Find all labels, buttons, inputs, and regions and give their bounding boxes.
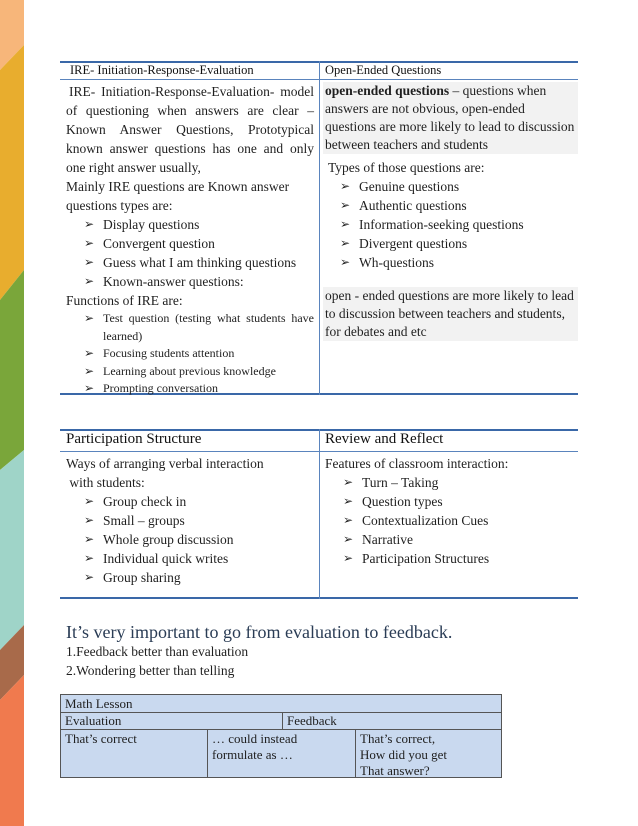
arrow-bullet-icon: ➢: [340, 217, 351, 231]
arrow-bullet-icon: ➢: [84, 217, 95, 231]
arrow-bullet-icon: ➢: [84, 570, 95, 584]
ire-header: IRE- Initiation-Response-Evaluation: [70, 63, 254, 77]
ire-functions-title: Functions of IRE are:: [66, 293, 183, 308]
arrow-bullet-icon: ➢: [84, 381, 95, 395]
feedback-header: Feedback: [287, 713, 337, 728]
list-item: ➢ Divergent questions: [340, 236, 468, 251]
participation-header: Participation Structure: [66, 431, 202, 447]
list-item: ➢ Learning about previous knowledge: [66, 363, 314, 381]
arrow-bullet-icon: ➢: [340, 236, 351, 250]
arrow-bullet-icon: ➢: [84, 551, 95, 565]
arrow-bullet-icon: ➢: [340, 198, 351, 212]
feedback-cell: That’s correct, How did you get That answer?: [360, 731, 448, 778]
list-item: ➢ Question types: [343, 494, 443, 509]
arrow-bullet-icon: ➢: [84, 532, 95, 546]
review-reflect-list: [325, 473, 575, 568]
list-item: ➢ Display questions: [84, 217, 200, 232]
rephrase-cell: … could instead formulate as …: [212, 731, 298, 762]
list-item: ➢ Small – groups: [84, 513, 185, 528]
review-reflect-intro: Features of classroom interaction:: [325, 456, 509, 471]
list-item: ➢ Focusing students attention: [66, 345, 314, 363]
arrow-bullet-icon: ➢: [84, 363, 95, 378]
list-item: ➢ Individual quick writes: [84, 551, 229, 566]
arrow-bullet-icon: ➢: [84, 311, 95, 325]
list-item: ➢ Information-seeking questions: [340, 217, 524, 232]
open-ended-types-list: [328, 177, 574, 272]
math-lesson-table: [60, 694, 502, 778]
arrow-bullet-icon: ➢: [84, 255, 95, 269]
arrow-bullet-icon: ➢: [343, 551, 354, 565]
arrow-bullet-icon: ➢: [84, 513, 95, 527]
open-ended-header: Open-Ended Questions: [325, 63, 442, 77]
list-item: ➢ Genuine questions: [340, 179, 460, 194]
ire-intro: IRE- Initiation-Response-Evaluation- model of questioning when answers are clear – Known Answer Questions, Prototypical known answer questions has one and only one right answer usually,: [66, 84, 314, 175]
participation-column: [66, 454, 316, 587]
list-item: ➢ Group check in: [84, 494, 187, 509]
participation-list: [66, 492, 316, 587]
open-ended-types: [328, 158, 574, 272]
list-item: ➢ Turn – Taking: [343, 475, 439, 490]
list-item: ➢ Narrative: [343, 532, 413, 547]
arrow-bullet-icon: ➢: [84, 494, 95, 508]
list-item: ➢ Wh-questions: [340, 255, 434, 270]
decorative-color-stripe: [0, 0, 24, 826]
ire-functions-list: [66, 310, 314, 398]
list-item: ➢ Test question (testing what students have learned): [84, 311, 314, 343]
list-item: ➢ Contextualization Cues: [343, 513, 489, 528]
list-item: ➢ Prompting conversation: [66, 380, 314, 398]
arrow-bullet-icon: ➢: [340, 179, 351, 193]
math-lesson-title: Math Lesson: [65, 696, 133, 711]
list-item: ➢ Convergent question: [84, 236, 215, 251]
ire-open-ended-table: [60, 61, 578, 395]
ire-types-intro: Mainly IRE questions are Known answer questions types are:: [66, 179, 290, 213]
arrow-bullet-icon: ➢: [343, 475, 354, 489]
open-ended-definition: [323, 82, 578, 154]
evaluation-cell: That’s correct: [65, 731, 137, 746]
arrow-bullet-icon: ➢: [343, 494, 354, 508]
arrow-bullet-icon: ➢: [84, 274, 95, 288]
feedback-line-2: 2.Wondering better than telling: [66, 663, 235, 678]
participation-intro-2: with students:: [66, 475, 145, 490]
arrow-bullet-icon: ➢: [84, 236, 95, 250]
feedback-heading: It’s very important to go from evaluation to feedback.: [66, 622, 453, 642]
ire-types-list: [66, 215, 314, 291]
review-reflect-column: [325, 454, 575, 568]
open-ended-term: open-ended questions: [325, 83, 450, 98]
list-item: ➢ Participation Structures: [343, 551, 490, 566]
arrow-bullet-icon: ➢: [343, 532, 354, 546]
list-item: ➢ Guess what I am thinking questions: [84, 255, 297, 270]
list-item: ➢ Known-answer questions:: [84, 274, 244, 289]
arrow-bullet-icon: ➢: [340, 255, 351, 269]
participation-intro: Ways of arranging verbal interaction: [66, 456, 264, 471]
feedback-line-1: 1.Feedback better than evaluation: [66, 644, 249, 659]
open-ended-types-title: Types of those questions are:: [328, 160, 485, 175]
list-item: ➢ Authentic questions: [340, 198, 467, 213]
arrow-bullet-icon: ➢: [84, 346, 95, 360]
participation-review-table: [60, 429, 578, 599]
ire-column: [66, 82, 314, 398]
open-ended-definition-text: – questions when answers are not obvious, open-ended questions are more likely to lead to discussion between teachers and students: [325, 83, 575, 152]
review-reflect-header: Review and Reflect: [325, 431, 444, 447]
arrow-bullet-icon: ➢: [343, 513, 354, 527]
open-ended-note: open - ended questions are more likely to lead to discussion between teachers and students, for debates and etc: [323, 287, 578, 341]
evaluation-header: Evaluation: [65, 713, 122, 728]
list-item: ➢ Whole group discussion: [84, 532, 234, 547]
list-item: ➢ Group sharing: [84, 570, 181, 585]
